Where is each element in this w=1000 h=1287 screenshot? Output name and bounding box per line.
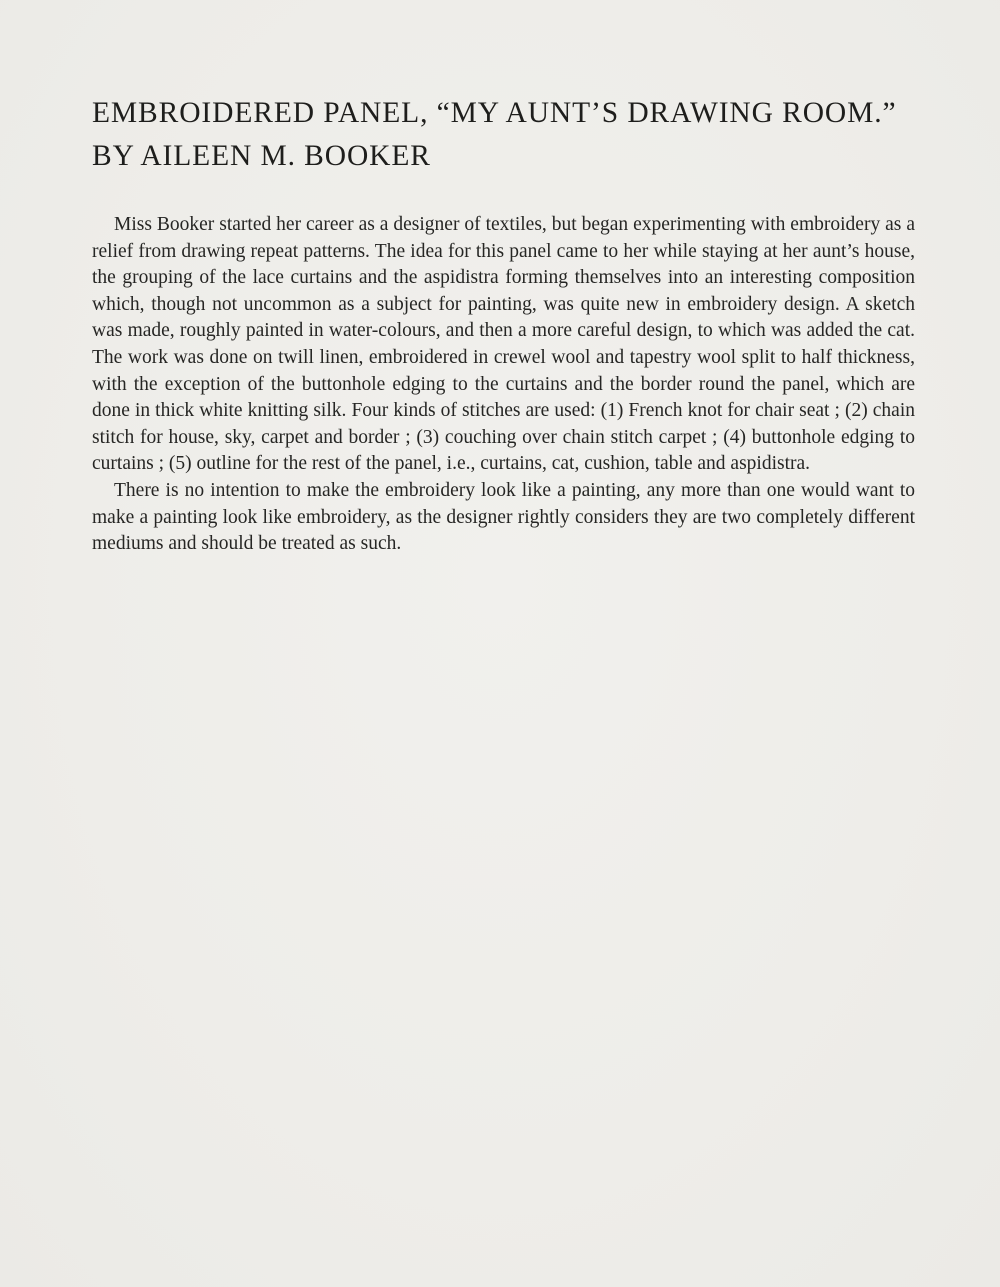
body-paragraph-1: Miss Booker started her career as a designer of textiles, but began experimenting with embroidery as a relief from drawing repeat patterns. The idea for this panel came to her while staying at her aunt’s house, the grouping of the lace curtains and the aspidistra forming themselves into an interesting composition which, though not uncommon as a subject for painting, was quite new in embroidery design. A sketch was made, roughly painted in water-colours, and then a more careful design, to which was added the cat. The work was done on twill linen, embroidered in crewel wool and tapestry wool split to half thickness, with the exception of the buttonhole edging to the curtains and the border round the panel, which are done in thick white knitting silk. Four kinds of stitches are used: (1) French knot for chair seat ; (2) chain stitch for house, sky, carpet and border ; (3) couching over chain stitch carpet ; (4) buttonhole edging to curtains ; (5) outline for the rest of the panel, i.e., curtains, cat, cushion, table and aspidistra.	[92, 214, 915, 475]
article-body	[92, 212, 915, 558]
body-paragraph-2: There is no intention to make the embroidery look like a painting, any more than one would want to make a painting look like embroidery, as the designer rightly considers they are two completely different mediums and should be treated as such.	[92, 479, 915, 555]
article-title: EMBROIDERED PANEL, “MY AUNT’S DRAWING ROOM.” BY AILEEN M. BOOKER	[92, 97, 897, 172]
